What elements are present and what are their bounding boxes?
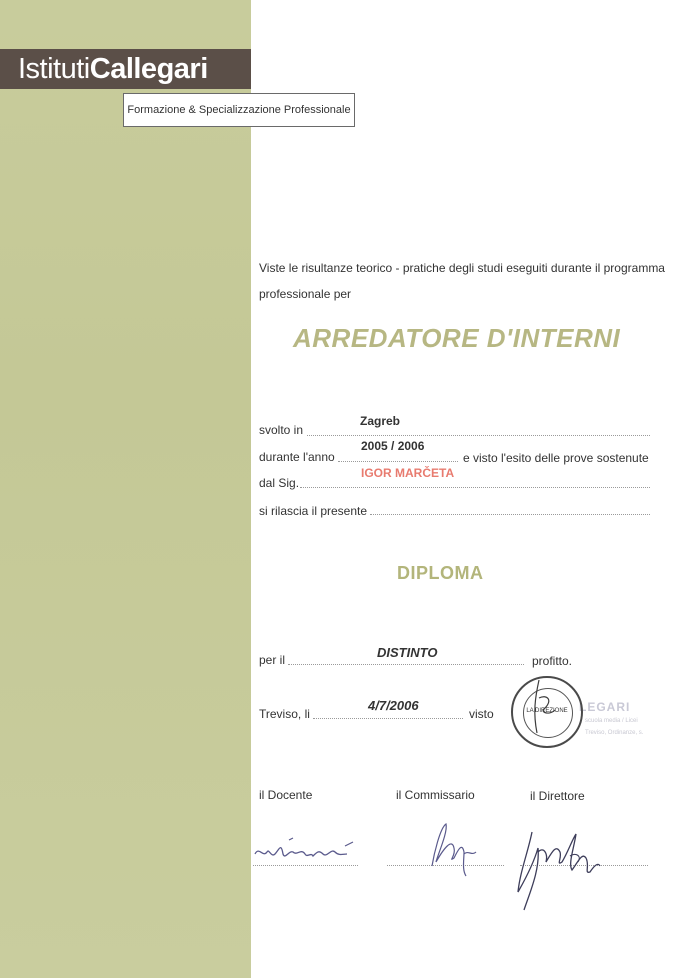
issue-label: si rilascia il presente [259,504,368,518]
intro-line-1: Viste le risultanze teorico - pratiche degli studi eseguiti durante il programma [259,261,665,275]
institute-logo [18,51,208,87]
name-line [300,487,650,488]
commissario-label: il Commissario [396,788,475,802]
logo-light-text: Istituti [18,53,90,85]
intro-line-2: professionale per [259,287,352,301]
direttore-signature [512,822,612,914]
stamp-faded-line-2: Treviso, Ordinanze, s. [585,730,644,736]
direttore-label: il Direttore [530,789,585,803]
recipient-name: IGOR MARČETA [361,466,455,480]
year-line [338,461,458,462]
stamp-signature [525,678,565,738]
grade-suffix: profitto. [532,654,573,668]
year-label: durante l'anno [259,450,335,464]
issue-line [370,514,650,515]
docente-signature [253,832,363,872]
commissario-signature [418,818,488,880]
date-line [313,718,463,719]
date-label: Treviso, li [259,707,310,721]
stamp-faded-text: LEGARI [579,700,631,714]
name-label: dal Sig. [259,476,300,490]
location-line [307,435,650,436]
grade-line [288,664,524,665]
course-title: ARREDATORE D'INTERNI [293,323,621,353]
diploma-heading: DIPLOMA [397,563,484,583]
date-value: 4/7/2006 [368,698,419,713]
logo-bold-text: Callegari [89,53,208,85]
docente-label: il Docente [259,788,313,802]
year-value: 2005 / 2006 [361,439,425,453]
green-sidebar [0,0,251,978]
location-label: svolto in [259,423,304,437]
stamp-label: LA DIREZIONE [526,708,568,714]
location-value: Zagreb [360,414,401,428]
visto-label: visto [469,707,494,721]
institute-subtitle: Formazione & Specializzazione Professionale [123,93,355,127]
grade-value: DISTINTO [377,645,438,660]
stamp-faded-line-1: scuola media / Licei [585,718,638,724]
grade-prefix: per il [259,653,286,667]
exam-text: e visto l'esito delle prove sostenute [463,451,649,465]
